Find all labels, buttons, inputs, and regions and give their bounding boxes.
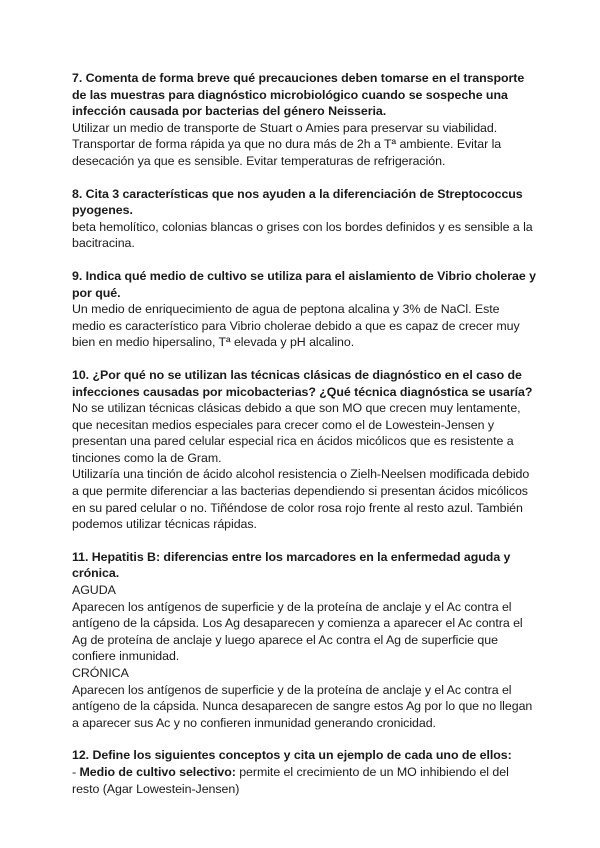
answer-paragraph: Un medio de enriquecimiento de agua de peptona alcalina y 3% de NaCl. Este medio es característico para Vibrio cholerae debido a que es capaz de crecer muy bien en medio hipersalino, Tª elevada y pH alcalino. [72,302,520,350]
question-block-9 [72,268,536,351]
question-heading: 11. Hepatitis B: diferencias entre los marcadores en la enfermedad aguda y crónica. [72,549,511,581]
definition-item [72,764,536,797]
answer-subheading: CRÓNICA [72,666,129,680]
answer-paragraph: No se utilizan técnicas clásicas debido a que son MO que crecen muy lentamente, que necesitan medios especiales para crecer como el de Lowestein-Jensen y presentan una pared celular especial rica en ácidos micólicos que es resistente a tinciones como la de Gram. [72,401,521,465]
answer-paragraph: Aparecen los antígenos de superficie y de la proteína de anclaje y el Ac contra el antígeno de la cápsida. Los Ag desaparecen y comienza a aparecer el Ac contra el Ag de proteína de anclaje y luego aparece el Ac contra el Ag de superficie que confiere inmunidad. [72,599,523,664]
question-heading: 10. ¿Por qué no se utilizan las técnicas clásicas de diagnóstico en el caso de infecciones causadas por micobacterias? ¿Qué técnica diagnóstica se usaría? [72,367,533,399]
answer-paragraph: Utilizaría una tinción de ácido alcohol resistencia o Zielh-Neelsen modificada debido a que permite diferenciar a las bacterias dependiendo si presentan ácidos micólicos en su pared celular o no. Tiñéndose de color rosa rojo frente al resto azul. También podemos utilizar técnicas rápidas. [72,467,530,532]
answer-subheading: AGUDA [72,583,116,598]
question-block-10 [72,367,536,533]
answer-paragraph: beta hemolítico, colonias blancas o grises con los bordes definidos y es sensible a la bacitracina. [72,219,533,251]
question-heading: 12. Define los siguientes conceptos y cita un ejemplo de cada uno de ellos: [72,748,512,763]
question-block-7 [72,70,536,170]
question-heading: 9. Indica qué medio de cultivo se utiliza para el aislamiento de Vibrio cholerae y por qué. [72,268,536,300]
definition-term: Medio de cultivo selectivo: [79,764,236,779]
question-heading: 8. Cita 3 características que nos ayuden a la diferenciación de Streptococcus pyogenes. [72,186,523,218]
answer-paragraph: Aparecen los antígenos de superficie y de la proteína de anclaje y el Ac contra el antígeno de la cápsida. Nunca desaparecen de sangre estos Ag por lo que no llegan a aparecer sus Ac y no confieren inmunidad generando cronicidad. [72,682,533,730]
answer-paragraph: Utilizar un medio de transporte de Stuart o Amies para preservar su viabilidad. Transportar de forma rápida ya que no dura más de 2h a Tª ambiente. Evitar la desecación ya que es sensible. Evitar temperaturas de refrigeración. [72,120,502,168]
question-heading: 7. Comenta de forma breve qué precauciones deben tomarse en el transporte de las muestras para diagnóstico microbiológico cuando se sospeche una infección causada por bacterias del género Neisseria. [72,71,525,119]
definition-bullet: - [72,764,80,779]
question-block-12 [72,747,536,797]
definition-text: permite el crecimiento de un MO inhibiendo el del resto (Agar Lowestein-Jensen) [72,764,509,796]
document-page [72,70,536,813]
question-block-8 [72,186,536,252]
question-block-11 [72,549,536,732]
